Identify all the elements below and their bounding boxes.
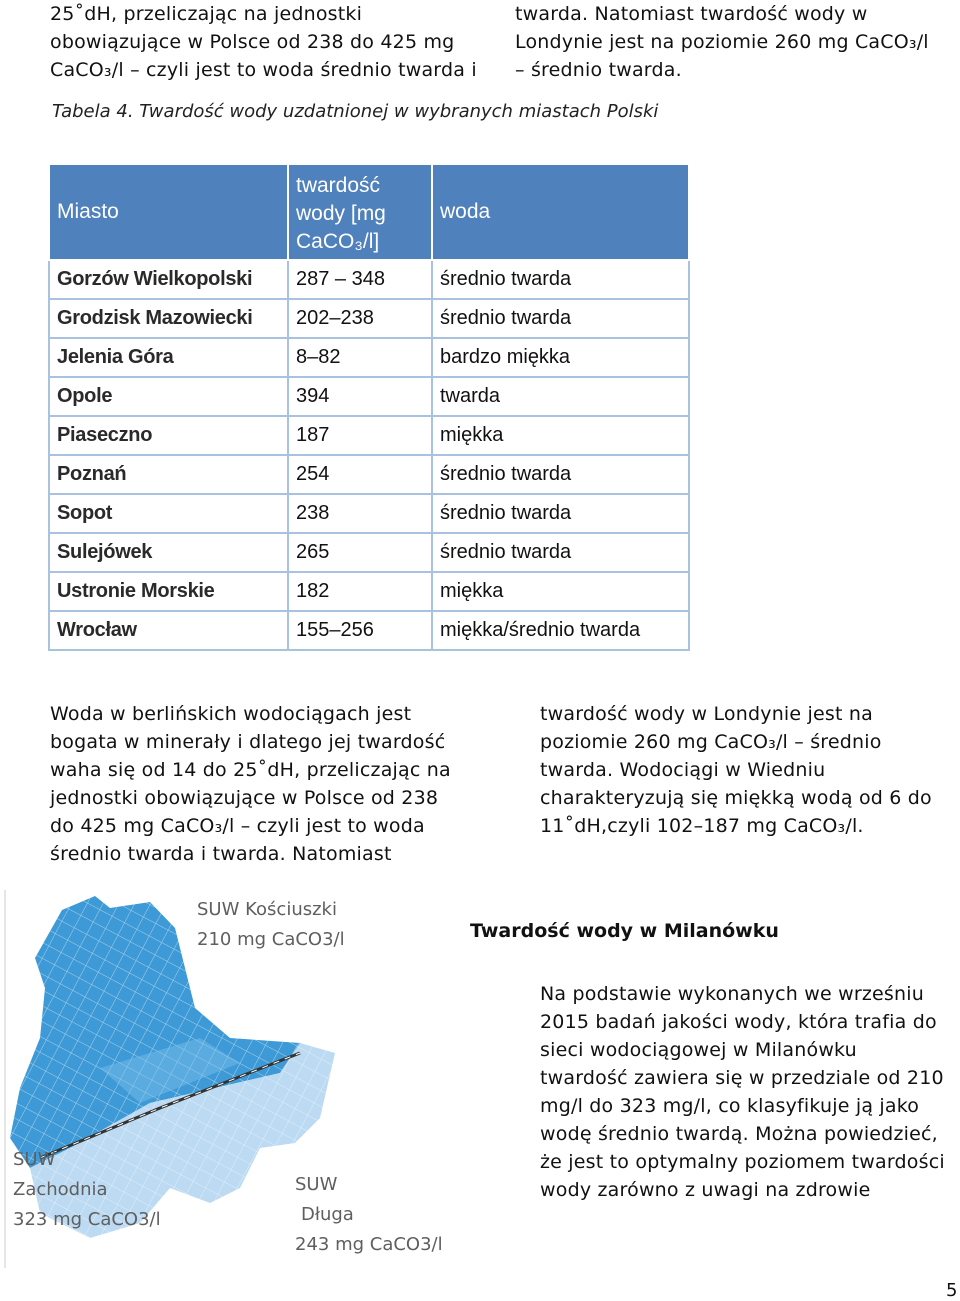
- cell-city: Ustronie Morskie: [49, 572, 288, 611]
- text-line: – średnio twarda.: [515, 59, 682, 81]
- cell-water: średnio twarda: [432, 299, 689, 338]
- text-line: twardość zawiera się w przedziale od 210: [540, 1067, 944, 1089]
- cell-hardness: 287 – 348: [288, 260, 432, 299]
- label-line: SUW: [295, 1174, 338, 1195]
- text-line: mg/l do 323 mg/l, co klasyfikuje ją jako: [540, 1095, 920, 1117]
- cell-city: Sulejówek: [49, 533, 288, 572]
- label-line: Zachodnia: [13, 1179, 108, 1200]
- cell-city: Sopot: [49, 494, 288, 533]
- milanowek-heading: Twardość wody w Milanówku: [470, 920, 779, 942]
- label-line: 210 mg CaCO3/l: [197, 929, 345, 950]
- table-header-row: [49, 164, 689, 260]
- header-water: woda: [432, 164, 689, 260]
- cell-city: Gorzów Wielkopolski: [49, 260, 288, 299]
- cell-hardness: 8–82: [288, 338, 432, 377]
- text-line: jednostki obowiązujące w Polsce od 238: [50, 787, 439, 809]
- label-line: 323 mg CaCO3/l: [13, 1209, 161, 1230]
- cell-hardness: 155–256: [288, 611, 432, 650]
- text-line: obowiązujące w Polsce od 238 do 425 mg: [50, 31, 455, 53]
- text-line: charakteryzują się miękką wodą od 6 do: [540, 787, 932, 809]
- cell-water: twarda: [432, 377, 689, 416]
- text-line: CaCO₃/l – czyli jest to woda średnio twarda i: [50, 59, 477, 81]
- text-line: twarda. Natomiast twardość wody w: [515, 3, 868, 25]
- label-line: Długa: [301, 1204, 354, 1225]
- text-line: średnio twarda i twarda. Natomiast: [50, 843, 392, 865]
- cell-water: miękka/średnio twarda: [432, 611, 689, 650]
- label-line: 243 mg CaCO3/l: [295, 1234, 443, 1255]
- cell-city: Wrocław: [49, 611, 288, 650]
- table-row: [49, 572, 689, 611]
- text-line: 11˚dH,czyli 102–187 mg CaCO₃/l.: [540, 815, 864, 837]
- table-row: [49, 299, 689, 338]
- cell-hardness: 394: [288, 377, 432, 416]
- cell-water: miękka: [432, 416, 689, 455]
- label-suw-dluga: [295, 1170, 443, 1260]
- header-hardness: twardość wody [mg CaCO₃/l]: [288, 164, 432, 260]
- cell-water: średnio twarda: [432, 533, 689, 572]
- cell-city: Jelenia Góra: [49, 338, 288, 377]
- table-row: [49, 377, 689, 416]
- text-line: 2015 badań jakości wody, która trafia do: [540, 1011, 937, 1033]
- text-line: że jest to optymalny poziomem twardości: [540, 1151, 945, 1173]
- cell-city: Piaseczno: [49, 416, 288, 455]
- text-line: Na podstawie wykonanych we wrześniu: [540, 983, 924, 1005]
- mid-right-paragraph: [540, 700, 932, 840]
- text-line: waha się od 14 do 25˚dH, przeliczając na: [50, 759, 451, 781]
- text-line: wody zarówno z uwagi na zdrowie: [540, 1179, 871, 1201]
- table-caption: Tabela 4. Twardość wody uzdatnionej w wybranych miastach Polski: [52, 101, 659, 122]
- table-row: [49, 416, 689, 455]
- cell-water: średnio twarda: [432, 260, 689, 299]
- label-suw-kosciuszki: [197, 895, 345, 955]
- cell-hardness: 265: [288, 533, 432, 572]
- text-line: 25˚dH, przeliczając na jednostki: [50, 3, 363, 25]
- text-line: sieci wodociągowej w Milanówku: [540, 1039, 857, 1061]
- top-right-paragraph: [515, 0, 929, 84]
- text-line: wodę średnio twardą. Można powiedzieć,: [540, 1123, 938, 1145]
- table-row: [49, 494, 689, 533]
- cell-hardness: 238: [288, 494, 432, 533]
- cell-city: Poznań: [49, 455, 288, 494]
- cell-water: miękka: [432, 572, 689, 611]
- label-line: SUW Kościuszki: [197, 899, 337, 920]
- label-suw-zachodnia: [13, 1145, 161, 1235]
- cell-city: Grodzisk Mazowiecki: [49, 299, 288, 338]
- cell-hardness: 254: [288, 455, 432, 494]
- text-line: Woda w berlińskich wodociągach jest: [50, 703, 412, 725]
- table-row: [49, 611, 689, 650]
- cell-hardness: 182: [288, 572, 432, 611]
- cell-hardness: 187: [288, 416, 432, 455]
- top-left-paragraph: [50, 0, 477, 84]
- table-row: [49, 455, 689, 494]
- hardness-table: [48, 163, 690, 651]
- table-row: [49, 533, 689, 572]
- text-line: poziomie 260 mg CaCO₃/l – średnio: [540, 731, 882, 753]
- cell-water: średnio twarda: [432, 455, 689, 494]
- mid-left-paragraph: [50, 700, 451, 868]
- cell-hardness: 202–238: [288, 299, 432, 338]
- cell-city: Opole: [49, 377, 288, 416]
- text-line: bogata w minerały i dlatego jej twardość: [50, 731, 446, 753]
- table-row: [49, 338, 689, 377]
- cell-water: średnio twarda: [432, 494, 689, 533]
- text-line: do 425 mg CaCO₃/l – czyli jest to woda: [50, 815, 425, 837]
- label-line: SUW: [13, 1149, 56, 1170]
- bottom-right-paragraph: [540, 980, 945, 1204]
- text-line: twardość wody w Londynie jest na: [540, 703, 873, 725]
- page-number: 5: [946, 1280, 958, 1301]
- table-row: [49, 260, 689, 299]
- text-line: Londynie jest na poziomie 260 mg CaCO₃/l: [515, 31, 929, 53]
- header-city: Miasto: [49, 164, 288, 260]
- text-line: twarda. Wodociągi w Wiedniu: [540, 759, 826, 781]
- cell-water: bardzo miękka: [432, 338, 689, 377]
